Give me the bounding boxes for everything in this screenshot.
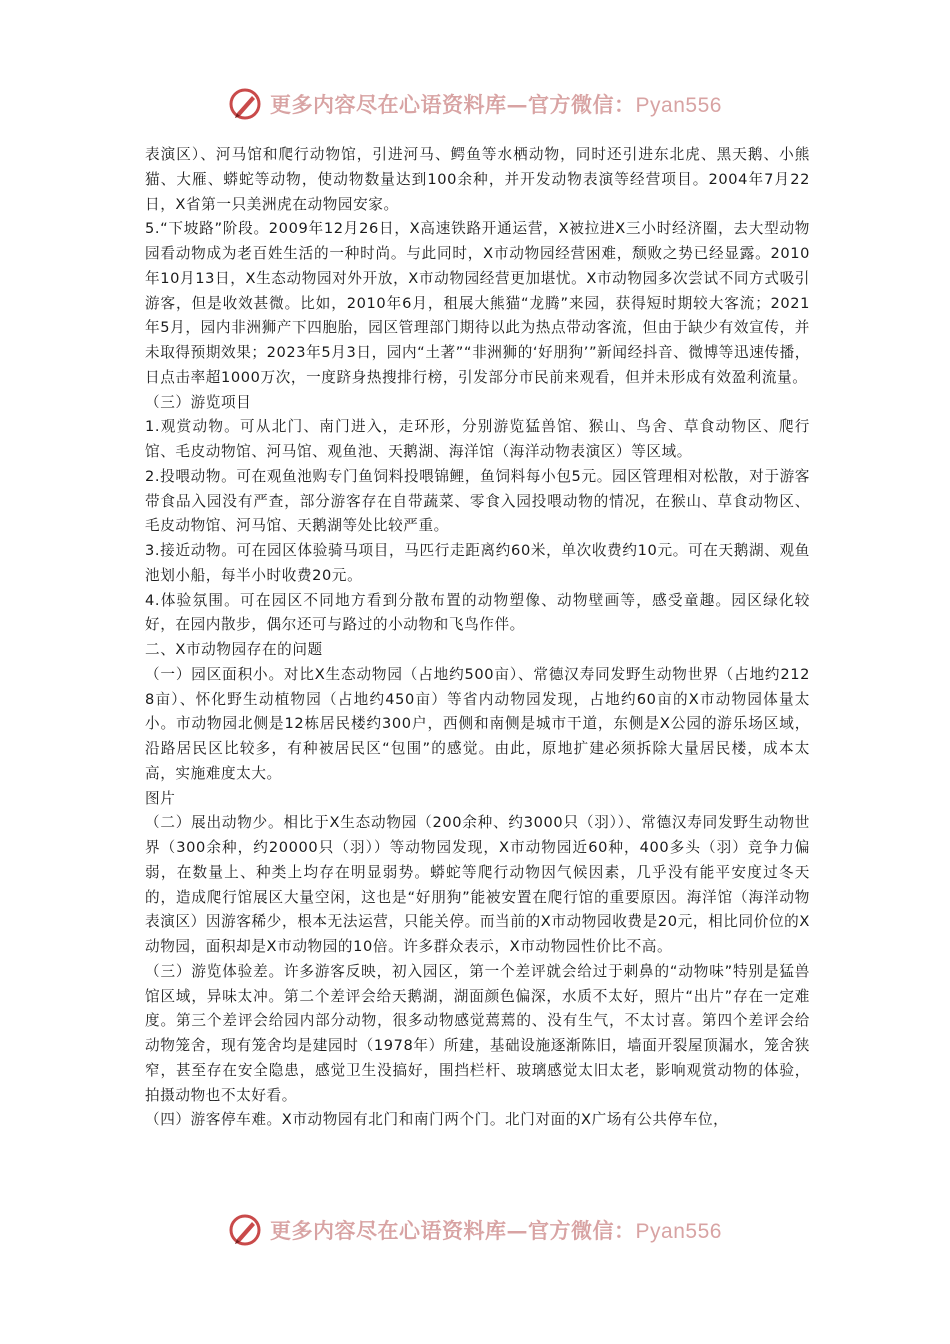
paragraph: 1.观赏动物。可从北门、南门进入，走环形，分别游览猛兽馆、猴山、鸟舍、草食动物区、爬行馆、毛皮动物馆、河马馆、观鱼池、天鹅湖、海洋馆（海洋动物表演区）等区域。 [145, 418, 810, 460]
paragraph: 4.体验氛围。可在园区不同地方看到分散布置的动物塑像、动物壁画等，感受童趣。园区绿化较好，在园内散步，偶尔还可与路过的小动物和飞鸟作伴。 [145, 591, 810, 634]
watermark-wechat-id: Pyan556 [635, 94, 722, 117]
watermark-label: 更多内容尽在心语资料库—官方微信： [270, 92, 636, 117]
watermark-header [0, 84, 950, 124]
document-body [145, 143, 810, 1133]
paragraph: 2.投喂动物。可在观鱼池购专门鱼饲料投喂锦鲤，鱼饲料每小包5元。园区管理相对松散，对于游客带食品入园没有严查，部分游客存在自带蔬菜、零食入园投喂动物的情况，在猴山、草食动物区、毛皮动物馆、河马馆、天鹅湖等处比较严重。 [145, 467, 810, 535]
image-placeholder-label: 图片 [145, 789, 176, 807]
paragraph: （一）园区面积小。对比X生态动物园（占地约500亩）、常德汉寿同发野生动物世界（占地约2128亩）、怀化野生动植物园（占地约450亩）等省内动物园发现，占地约60亩的X市动物园体量太小。市动物园北侧是12栋居民楼约300户，西侧和南侧是城市干道，东侧是X公园的游乐场区域，沿路居民区比较多，有种被居民区“包围”的感觉。由此，原地扩建必须拆除大量居民楼，成本太高，实施难度太大。 [145, 665, 810, 782]
paragraph: （三）游览体验差。许多游客反映，初入园区，第一个差评就会给过于刺鼻的“动物味”特别是猛兽馆区域，异味太冲。第二个差评会给天鹅湖，湖面颜色偏深，水质不太好，照片“出片”存在一定难度。第三个差评会给园内部分动物，很多动物感觉蔫蔫的、没有生气，不太讨喜。第四个差评会给动物笼舍，现有笼舍均是建园时（1978年）所建，基础设施逐渐陈旧，墙面开裂屋顶漏水，笼舍狭窄，甚至存在安全隐患，感觉卫生没搞好，围挡栏杆、玻璃感觉太旧太老，影响观赏动物的体验，拍摄动物也不太好看。 [145, 962, 810, 1104]
pen-logo-icon [228, 87, 262, 121]
section-heading: 二、X市动物园存在的问题 [145, 641, 323, 658]
pen-logo-icon [228, 1213, 262, 1247]
watermark-text [270, 1215, 722, 1245]
section-heading: （三）游览项目 [145, 393, 252, 411]
paragraph: 3.接近动物。可在园区体验骑马项目，马匹行走距离约60米，单次收费约10元。可在天鹅湖、观鱼池划小船，每半小时收费20元。 [145, 542, 810, 584]
watermark-label: 更多内容尽在心语资料库—官方微信： [270, 1218, 636, 1243]
watermark-footer [0, 1210, 950, 1250]
paragraph: 5.“下坡路”阶段。2009年12月26日，X高速铁路开通运营，X被拉进X三小时经济圈，去大型动物园看动物成为老百姓生活的一种时尚。与此同时，X市动物园经营困难，颓败之势已经显露。2010年10月13日，X生态动物园对外开放，X市动物园经营更加堪忧。X市动物园多次尝试不同方式吸引游客，但是收效甚微。比如，2010年6月，租展大熊猫“龙腾”来园，获得短时期较大客流；2021年5月，园内非洲狮产下四胞胎，园区管理部门期待以此为热点带动客流，但由于缺少有效宣传，并未取得预期效果；2023年5月3日，园内“土著”“非洲狮的‘好朋狗’”新闻经抖音、微博等迅速传播，日点击率超1000万次，一度跻身热搜排行榜，引发部分市民前来观看，但并未形成有效盈利流量。 [145, 220, 810, 386]
paragraph: 表演区）、河马馆和爬行动物馆，引进河马、鳄鱼等水栖动物，同时还引进东北虎、黑天鹅、小熊猫、大雁、蟒蛇等动物，使动物数量达到100余种，并开发动物表演等经营项目。2004年7月22日，X省第一只美洲虎在动物园安家。 [145, 146, 810, 213]
watermark-wechat-id: Pyan556 [635, 1220, 722, 1243]
paragraph: （四）游客停车难。X市动物园有北门和南门两个门。北门对面的X广场有公共停车位， [145, 1111, 729, 1129]
paragraph: （二）展出动物少。相比于X生态动物园（200余种、约3000只（羽））、常德汉寿同发野生动物世界（300余种，约20000只（羽））等动物园发现，X市动物园近60种，400多头（羽）竞争力偏弱，在数量上、种类上均存在明显弱势。蟒蛇等爬行动物因气候因素，几乎没有能平安度过冬天的，造成爬行馆展区大量空闲，这也是“好朋狗”能被安置在爬行馆的重要原因。海洋馆（海洋动物表演区）因游客稀少，根本无法运营，只能关停。而当前的X市动物园收费是20元，相比同价位的X动物园，面积却是X市动物园的10倍。许多群众表示，X市动物园性价比不高。 [145, 814, 810, 955]
watermark-text [270, 89, 722, 119]
